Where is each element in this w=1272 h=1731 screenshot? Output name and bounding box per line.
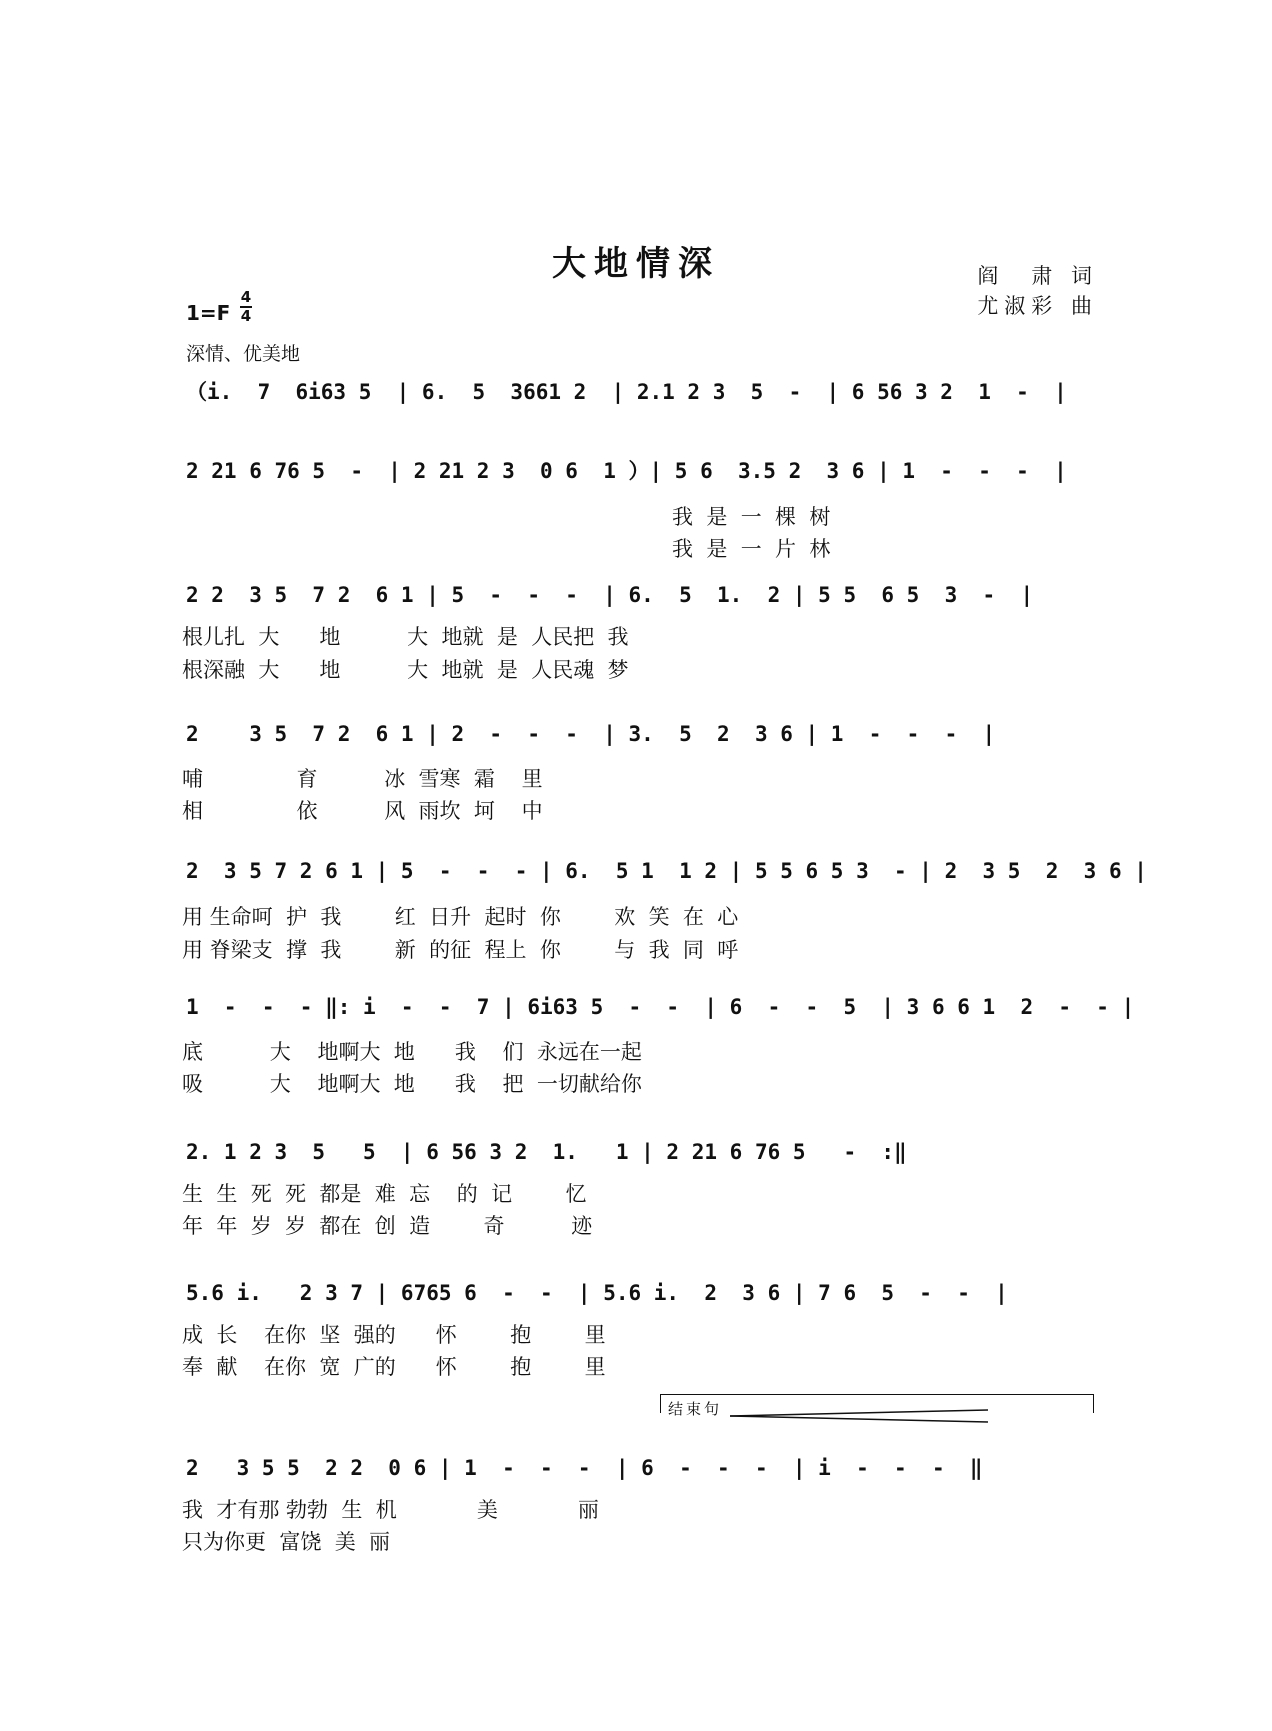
lyric-verse-1: 我 才有那 勃勃 生 机 美 丽 xyxy=(182,1498,599,1522)
lyric-verse-2: 相 依 风 雨坎 坷 中 xyxy=(182,799,543,823)
notation-line: 5.6 i. 2 3 7 | 6765 6 - - | 5.6 i. 2 3 6 | 7 6 5 - - | xyxy=(186,1281,1008,1305)
ending-label: 结束句 xyxy=(668,1400,723,1418)
lyric-verse-2: 吸 大 地啊大 地 我 把 一切献给你 xyxy=(182,1072,642,1096)
lyric-verse-2: 奉 献 在你 宽 广的 怀 抱 里 xyxy=(182,1355,606,1379)
time-signature xyxy=(240,290,252,324)
key-signature: 1=F xyxy=(186,301,231,325)
lyric-verse-1: 生 生 死 死 都是 难 忘 的 记 忆 xyxy=(182,1182,587,1206)
notation-line: 2 3 5 7 2 6 1 | 2 - - - | 3. 5 2 3 6 | 1 - - - | xyxy=(186,722,996,746)
lyric-verse-1: 底 大 地啊大 地 我 们 永远在一起 xyxy=(182,1040,642,1064)
notation-line: 2 3 5 5 2 2 0 6 | 1 - - - | 6 - - - | i - - - ‖ xyxy=(186,1456,983,1480)
decrescendo-mark xyxy=(730,1404,990,1428)
notation-line: 1 - - - ‖: i - - 7 | 6i63 5 - - | 6 - - 5 | 3 6 6 1 2 - - | xyxy=(186,995,1135,1019)
lyric-verse-2: 我 是 一 片 林 xyxy=(672,537,831,561)
lyric-verse-1: 根儿扎 大 地 大 地就 是 人民把 我 xyxy=(182,625,629,649)
meter-top: 4 xyxy=(240,288,252,306)
notation-line: 2 21 6 76 5 - | 2 21 2 3 0 6 1 ）| 5 6 3.5 2 3 6 | 1 - - - | xyxy=(186,459,1067,483)
lyric-verse-2: 年 年 岁 岁 都在 创 造 奇 迹 xyxy=(182,1214,593,1238)
lyric-verse-1: 用 生命呵 护 我 红 日升 起时 你 欢 笑 在 心 xyxy=(182,905,739,929)
notation-line: 2 3 5 7 2 6 1 | 5 - - - | 6. 5 1 1 2 | 5 5 6 5 3 - | 2 3 5 2 3 6 | xyxy=(186,859,1147,883)
notation-line: 2 2 3 5 7 2 6 1 | 5 - - - | 6. 5 1. 2 | 5 5 6 5 3 - | xyxy=(186,583,1034,607)
lyric-verse-1: 成 长 在你 坚 强的 怀 抱 里 xyxy=(182,1323,606,1347)
notation-line: （i. 7 6i63 5 | 6. 5 3661 2 | 2.1 2 3 5 - | 6 56 3 2 1 - | xyxy=(186,380,1067,404)
notation-line: 2. 1 2 3 5 5 | 6 56 3 2 1. 1 | 2 21 6 76 5 - :‖ xyxy=(186,1140,907,1164)
tempo-marking: 深情、优美地 xyxy=(186,343,301,365)
composer-credit: 尤淑彩 曲 xyxy=(977,294,1098,318)
lyric-verse-2: 用 脊梁支 撑 我 新 的征 程上 你 与 我 同 呼 xyxy=(182,938,739,962)
meter-bottom: 4 xyxy=(240,307,252,325)
lyric-verse-2: 只为你更 富饶 美 丽 xyxy=(182,1530,391,1554)
lyric-verse-1: 我 是 一 棵 树 xyxy=(672,505,831,529)
lyric-verse-2: 根深融 大 地 大 地就 是 人民魂 梦 xyxy=(182,658,629,682)
lyricist-credit: 阎 肃 词 xyxy=(977,264,1098,288)
lyric-verse-1: 哺 育 冰 雪寒 霜 里 xyxy=(182,767,543,791)
song-title: 大地情深 xyxy=(552,244,720,284)
